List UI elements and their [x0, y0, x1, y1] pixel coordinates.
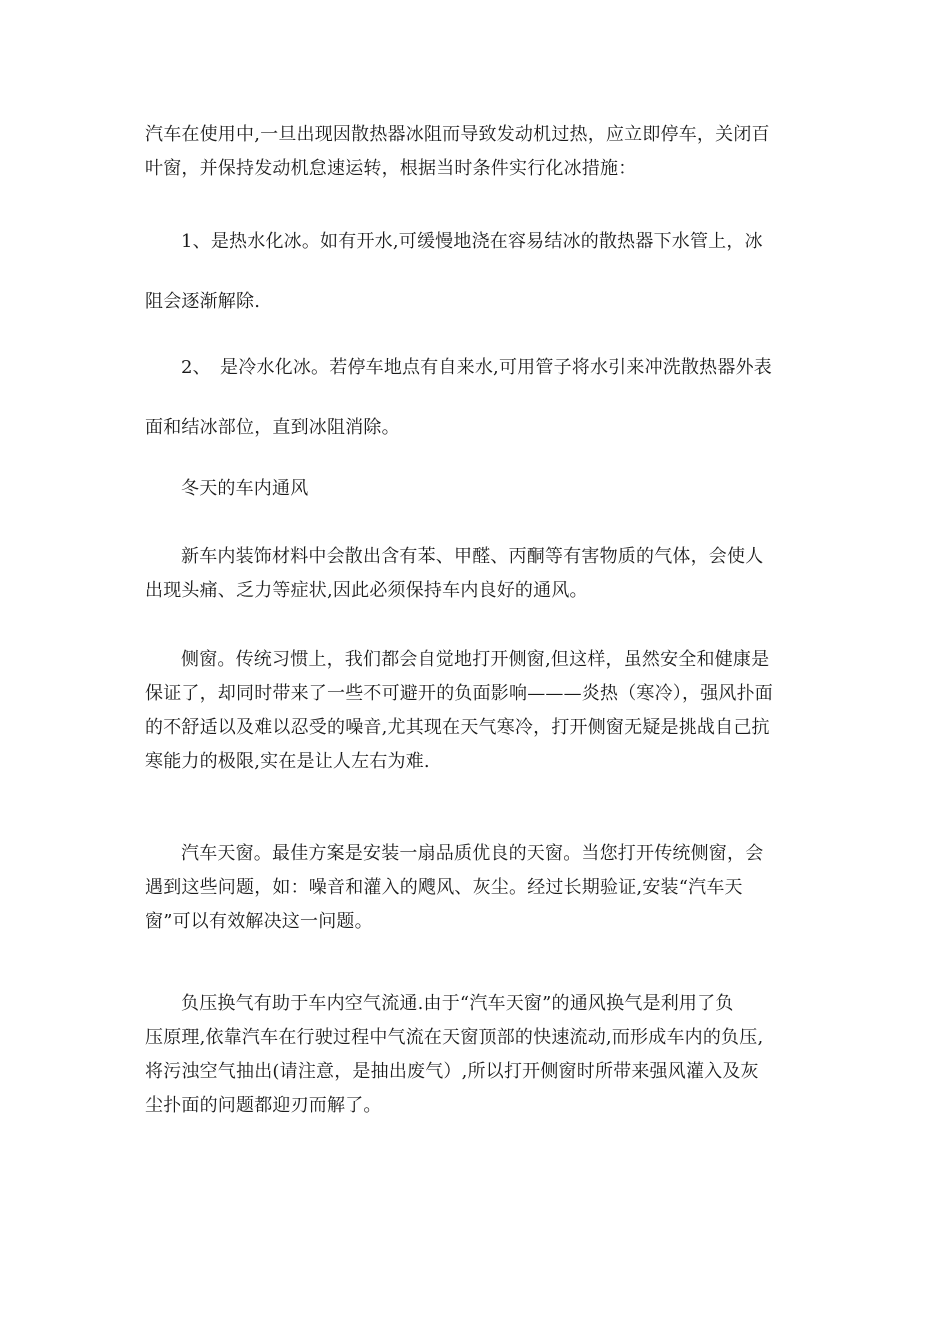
text-line: 冬天的车内通风	[181, 478, 309, 499]
text-line: 侧窗。传统习惯上，我们都会自觉地打开侧窗,但这样，虽然安全和健康是	[181, 649, 770, 670]
text-line: 寒能力的极限,实在是让人左右为难.	[145, 751, 430, 772]
text-line: 阻会逐渐解除.	[145, 291, 261, 312]
text-line: 汽车在使用中,一旦出现因散热器冰阻而导致发动机过热，应立即停车，关闭百	[145, 124, 770, 145]
text-line: 将污浊空气抽出(请注意，是抽出废气）,所以打开侧窗时所带来强风灌入及灰	[145, 1061, 759, 1082]
text-line: 叶窗，并保持发动机怠速运转，根据当时条件实行化冰措施：	[145, 158, 637, 179]
text-line: 保证了，却同时带来了一些不可避开的负面影响———炎热（寒冷），强风扑面	[145, 683, 773, 704]
text-line: 面和结冰部位，直到冰阻消除。	[145, 417, 400, 438]
text-line: 尘扑面的问题都迎刃而解了。	[145, 1095, 382, 1116]
paragraph-negative-pressure	[145, 987, 807, 1123]
text-line: 汽车天窗。最佳方案是安装一扇品质优良的天窗。当您打开传统侧窗，会	[181, 843, 764, 864]
text-line: 2、 是冷水化冰。若停车地点有自来水,可用管子将水引来冲洗散热器外表	[181, 357, 772, 378]
paragraph-hot-water-method	[145, 212, 807, 332]
paragraph-side-window	[145, 643, 807, 779]
text-line: 出现头痛、乏力等症状,因此必须保持车内良好的通风。	[145, 580, 588, 601]
text-line: 的不舒适以及难以忍受的噪音,尤其现在天气寒冷，打开侧窗无疑是挑战自己抗	[145, 717, 770, 738]
text-line: 压原理,依靠汽车在行驶过程中气流在天窗顶部的快速流动,而形成车内的负压,	[145, 1027, 764, 1048]
text-line: 新车内装饰材料中会散出含有苯、甲醛、丙酮等有害物质的气体，会使人	[181, 546, 764, 567]
paragraph-cold-water-method	[145, 338, 807, 458]
text-line: 窗”可以有效解决这一问题。	[145, 911, 373, 932]
text-line: 遇到这些问题，如：噪音和灌入的飕风、灰尘。经过长期验证,安装“汽车天	[145, 877, 743, 898]
text-line: 负压换气有助于车内空气流通.由于“汽车天窗”的通风换气是利用了负	[181, 993, 734, 1014]
section-heading-winter-ventilation	[145, 472, 807, 506]
text-line: 1、是热水化冰。如有开水,可缓慢地浇在容易结冰的散热器下水管上，冰	[181, 231, 763, 252]
paragraph-radiator-ice-intro	[145, 118, 807, 186]
paragraph-new-car-gases	[145, 540, 807, 608]
paragraph-sunroof	[145, 837, 807, 939]
